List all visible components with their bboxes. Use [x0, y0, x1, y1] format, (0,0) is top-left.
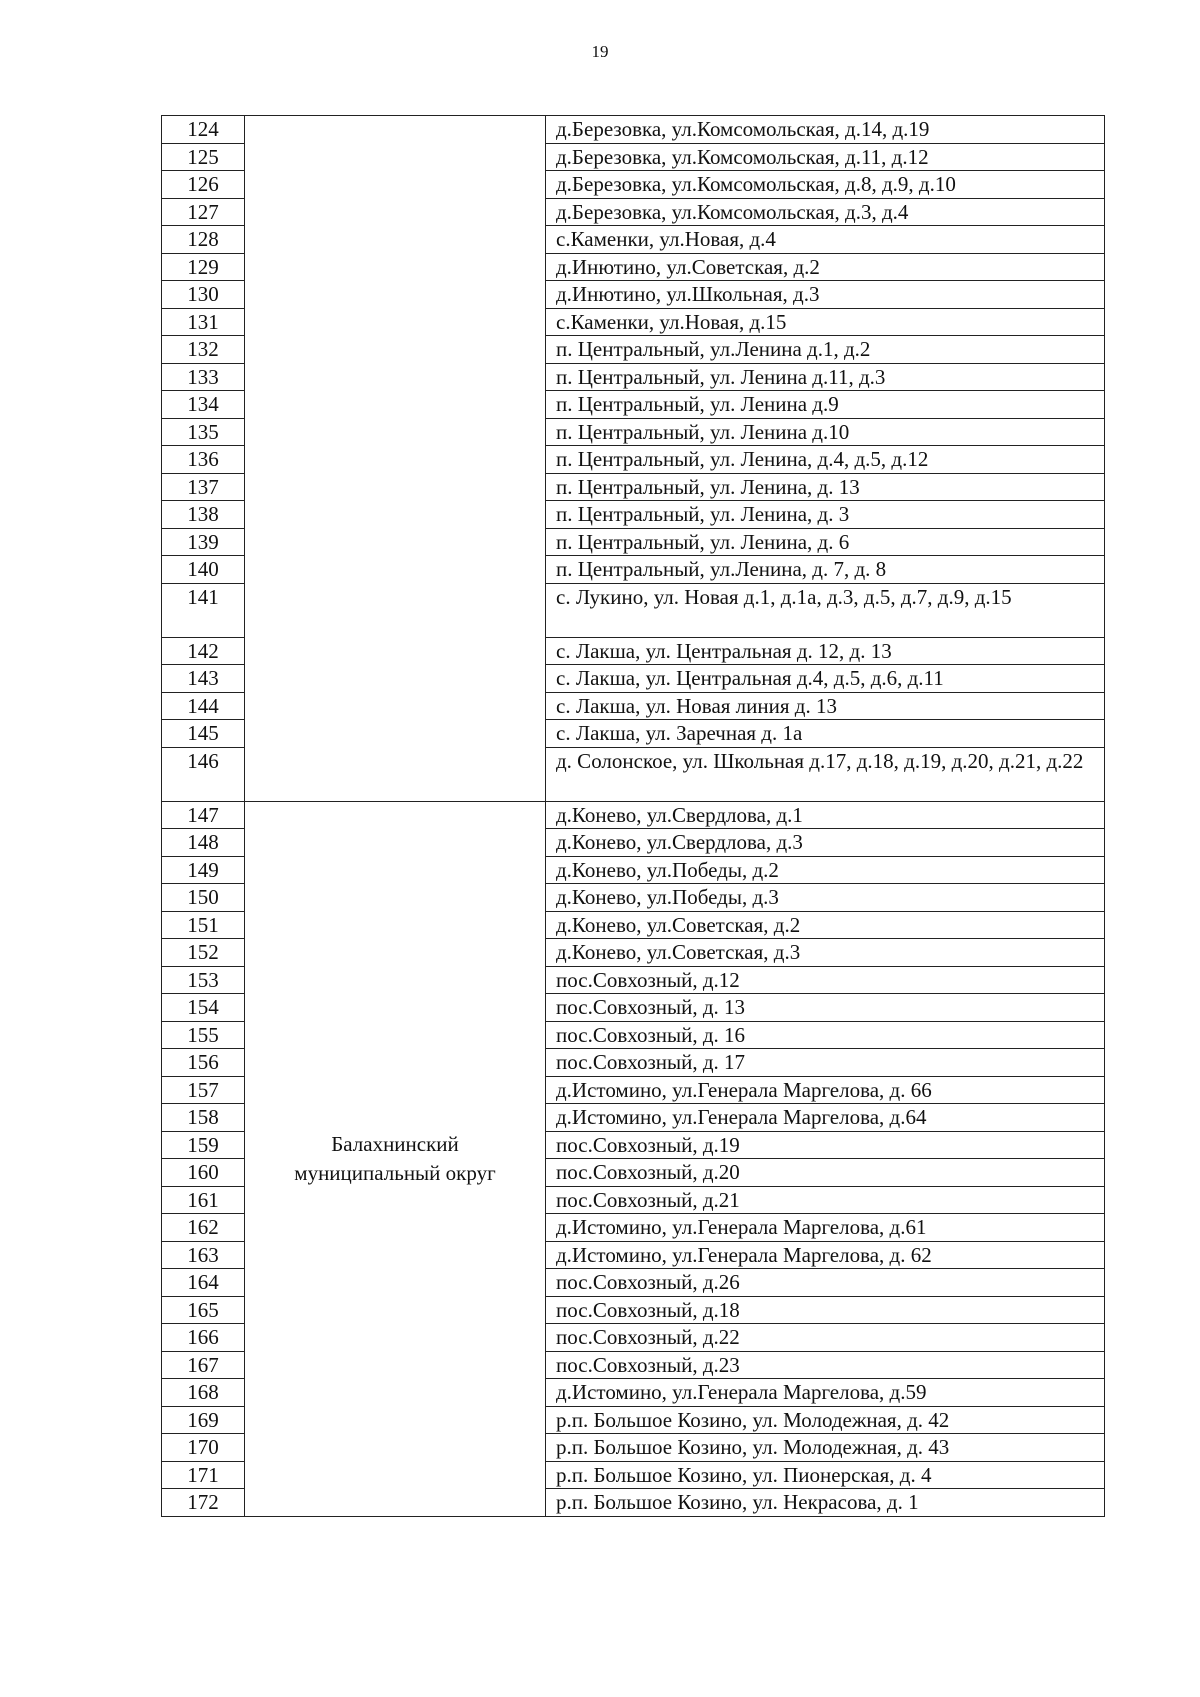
row-number: 164	[162, 1269, 245, 1297]
row-number: 139	[162, 528, 245, 556]
row-number: 160	[162, 1159, 245, 1187]
address-cell: с. Лакша, ул. Центральная д.4, д.5, д.6, д.11	[546, 665, 1105, 693]
row-number: 130	[162, 281, 245, 309]
address-cell: п. Центральный, ул. Ленина д.10	[546, 418, 1105, 446]
row-number: 154	[162, 994, 245, 1022]
row-number: 146	[162, 747, 245, 801]
row-number: 163	[162, 1241, 245, 1269]
address-cell: пос.Совхозный, д. 13	[546, 994, 1105, 1022]
table-row	[162, 801, 1105, 829]
address-cell: пос.Совхозный, д.23	[546, 1351, 1105, 1379]
district-cell	[245, 116, 546, 802]
address-cell: пос.Совхозный, д.21	[546, 1186, 1105, 1214]
address-table	[161, 115, 1105, 1517]
row-number: 143	[162, 665, 245, 693]
page-number: 19	[591, 42, 609, 61]
address-cell: д.Березовка, ул.Комсомольская, д.3, д.4	[546, 198, 1105, 226]
row-number: 144	[162, 692, 245, 720]
address-cell: д.Конево, ул.Свердлова, д.1	[546, 801, 1105, 829]
row-number: 140	[162, 556, 245, 584]
row-number: 171	[162, 1461, 245, 1489]
row-number: 135	[162, 418, 245, 446]
row-number: 169	[162, 1406, 245, 1434]
row-number: 149	[162, 856, 245, 884]
address-cell: пос.Совхозный, д.12	[546, 966, 1105, 994]
row-number: 137	[162, 473, 245, 501]
row-number: 161	[162, 1186, 245, 1214]
row-number: 168	[162, 1379, 245, 1407]
address-cell: р.п. Большое Козино, ул. Пионерская, д. 4	[546, 1461, 1105, 1489]
address-cell: д.Истомино, ул.Генерала Маргелова, д.59	[546, 1379, 1105, 1407]
address-cell: с. Лакша, ул. Заречная д. 1а	[546, 720, 1105, 748]
address-cell: р.п. Большое Козино, ул. Некрасова, д. 1	[546, 1489, 1105, 1517]
address-cell: д.Истомино, ул.Генерала Маргелова, д.61	[546, 1214, 1105, 1242]
address-cell: пос.Совхозный, д.18	[546, 1296, 1105, 1324]
district-cell	[245, 801, 546, 1516]
address-cell: пос.Совхозный, д.20	[546, 1159, 1105, 1187]
address-cell: д.Инютино, ул.Советская, д.2	[546, 253, 1105, 281]
address-cell: п. Центральный, ул. Ленина д.9	[546, 391, 1105, 419]
row-number: 172	[162, 1489, 245, 1517]
row-number: 124	[162, 116, 245, 144]
address-cell: с.Каменки, ул.Новая, д.4	[546, 226, 1105, 254]
row-number: 151	[162, 911, 245, 939]
row-number: 158	[162, 1104, 245, 1132]
district-line: муниципальный округ	[294, 1160, 496, 1185]
address-cell: п. Центральный, ул. Ленина, д. 6	[546, 528, 1105, 556]
row-number: 147	[162, 801, 245, 829]
row-number: 132	[162, 336, 245, 364]
row-number: 141	[162, 583, 245, 637]
row-number: 153	[162, 966, 245, 994]
address-cell: д.Истомино, ул.Генерала Маргелова, д. 62	[546, 1241, 1105, 1269]
address-cell: пос.Совхозный, д. 17	[546, 1049, 1105, 1077]
row-number: 131	[162, 308, 245, 336]
address-cell: д.Березовка, ул.Комсомольская, д.8, д.9, д.10	[546, 171, 1105, 199]
address-cell: д.Березовка, ул.Комсомольская, д.11, д.12	[546, 143, 1105, 171]
district-line: Балахнинский	[331, 1131, 459, 1156]
address-cell: с.Каменки, ул.Новая, д.15	[546, 308, 1105, 336]
address-cell: д.Истомино, ул.Генерала Маргелова, д. 66	[546, 1076, 1105, 1104]
row-number: 148	[162, 829, 245, 857]
row-number: 138	[162, 501, 245, 529]
row-number: 145	[162, 720, 245, 748]
address-cell: д.Истомино, ул.Генерала Маргелова, д.64	[546, 1104, 1105, 1132]
row-number: 167	[162, 1351, 245, 1379]
row-number: 162	[162, 1214, 245, 1242]
row-number: 166	[162, 1324, 245, 1352]
row-number: 127	[162, 198, 245, 226]
address-cell: д.Конево, ул.Победы, д.2	[546, 856, 1105, 884]
row-number: 155	[162, 1021, 245, 1049]
address-cell: р.п. Большое Козино, ул. Молодежная, д. 43	[546, 1434, 1105, 1462]
address-cell: пос.Совхозный, д. 16	[546, 1021, 1105, 1049]
address-cell: с. Лукино, ул. Новая д.1, д.1а, д.3, д.5, д.7, д.9, д.15	[546, 583, 1105, 637]
address-cell: пос.Совхозный, д.26	[546, 1269, 1105, 1297]
address-cell: д.Конево, ул.Свердлова, д.3	[546, 829, 1105, 857]
address-cell: д.Конево, ул.Победы, д.3	[546, 884, 1105, 912]
row-number: 133	[162, 363, 245, 391]
address-cell: д.Березовка, ул.Комсомольская, д.14, д.19	[546, 116, 1105, 144]
row-number: 134	[162, 391, 245, 419]
row-number: 128	[162, 226, 245, 254]
row-number: 157	[162, 1076, 245, 1104]
address-cell: д.Конево, ул.Советская, д.3	[546, 939, 1105, 967]
address-table-body	[162, 116, 1105, 1517]
row-number: 136	[162, 446, 245, 474]
address-cell: с. Лакша, ул. Новая линия д. 13	[546, 692, 1105, 720]
address-cell: п. Центральный, ул. Ленина д.11, д.3	[546, 363, 1105, 391]
row-number: 165	[162, 1296, 245, 1324]
address-cell: р.п. Большое Козино, ул. Молодежная, д. 42	[546, 1406, 1105, 1434]
row-number: 150	[162, 884, 245, 912]
address-cell: д. Солонское, ул. Школьная д.17, д.18, д.19, д.20, д.21, д.22	[546, 747, 1105, 801]
row-number: 152	[162, 939, 245, 967]
address-cell: п. Центральный, ул.Ленина, д. 7, д. 8	[546, 556, 1105, 584]
row-number: 159	[162, 1131, 245, 1159]
address-cell: п. Центральный, ул. Ленина, д. 13	[546, 473, 1105, 501]
address-cell: п. Центральный, ул. Ленина, д. 3	[546, 501, 1105, 529]
table-row	[162, 116, 1105, 144]
row-number: 129	[162, 253, 245, 281]
row-number: 126	[162, 171, 245, 199]
address-cell: д.Конево, ул.Советская, д.2	[546, 911, 1105, 939]
address-cell: д.Инютино, ул.Школьная, д.3	[546, 281, 1105, 309]
row-number: 125	[162, 143, 245, 171]
row-number: 142	[162, 637, 245, 665]
address-cell: пос.Совхозный, д.22	[546, 1324, 1105, 1352]
address-cell: пос.Совхозный, д.19	[546, 1131, 1105, 1159]
row-number: 156	[162, 1049, 245, 1077]
row-number: 170	[162, 1434, 245, 1462]
address-cell: п. Центральный, ул. Ленина, д.4, д.5, д.12	[546, 446, 1105, 474]
address-cell: с. Лакша, ул. Центральная д. 12, д. 13	[546, 637, 1105, 665]
address-cell: п. Центральный, ул.Ленина д.1, д.2	[546, 336, 1105, 364]
